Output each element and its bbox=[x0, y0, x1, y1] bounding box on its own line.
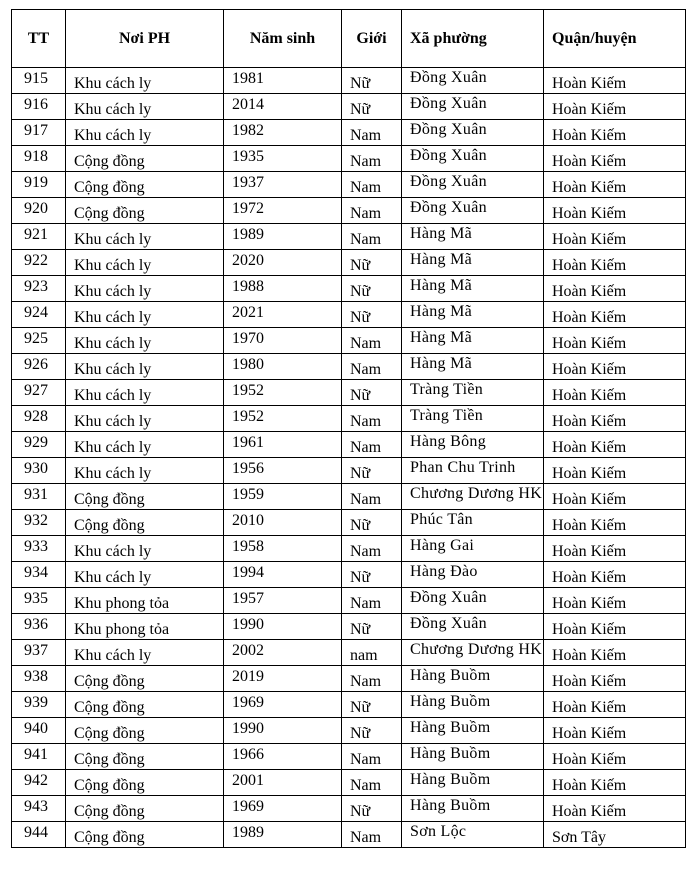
cell-tt: 940 bbox=[12, 718, 66, 744]
cell-xa-phuong: Đồng Xuân bbox=[402, 172, 544, 198]
cell-xa-phuong: Hàng Buồm bbox=[402, 718, 544, 744]
cell-nam-sinh: 2020 bbox=[224, 250, 342, 276]
cell-nam-sinh: 1956 bbox=[224, 458, 342, 484]
cell-tt: 917 bbox=[12, 120, 66, 146]
cell-xa-phuong: Tràng Tiền bbox=[402, 380, 544, 406]
cell-noi-ph: Khu cách ly bbox=[66, 432, 224, 458]
header-row bbox=[12, 10, 686, 68]
cell-nam-sinh: 1990 bbox=[224, 614, 342, 640]
cell-noi-ph: Cộng đồng bbox=[66, 718, 224, 744]
cell-quan-huyen: Hoàn Kiếm bbox=[544, 744, 686, 770]
cell-nam-sinh: 1989 bbox=[224, 822, 342, 848]
header-nam-sinh: Năm sinh bbox=[224, 10, 342, 68]
header-quan-huyen: Quận/huyện bbox=[544, 10, 686, 68]
table-row bbox=[12, 406, 686, 432]
cell-xa-phuong: Hàng Gai bbox=[402, 536, 544, 562]
cell-quan-huyen: Hoàn Kiếm bbox=[544, 146, 686, 172]
cell-xa-phuong: Hàng Buồm bbox=[402, 796, 544, 822]
cell-gioi: Nam bbox=[342, 146, 402, 172]
table-row bbox=[12, 94, 686, 120]
cell-noi-ph: Khu cách ly bbox=[66, 302, 224, 328]
cell-nam-sinh: 1980 bbox=[224, 354, 342, 380]
cell-quan-huyen: Hoàn Kiếm bbox=[544, 536, 686, 562]
table-row bbox=[12, 588, 686, 614]
cell-quan-huyen: Hoàn Kiếm bbox=[544, 354, 686, 380]
cell-xa-phuong: Sơn Lộc bbox=[402, 822, 544, 848]
cell-xa-phuong: Đồng Xuân bbox=[402, 120, 544, 146]
cell-tt: 927 bbox=[12, 380, 66, 406]
cell-quan-huyen: Hoàn Kiếm bbox=[544, 562, 686, 588]
cell-gioi: Nam bbox=[342, 484, 402, 510]
cell-noi-ph: Khu cách ly bbox=[66, 328, 224, 354]
cell-tt: 921 bbox=[12, 224, 66, 250]
cell-tt: 919 bbox=[12, 172, 66, 198]
cell-nam-sinh: 2021 bbox=[224, 302, 342, 328]
header-xa-phuong: Xã phường bbox=[402, 10, 544, 68]
cell-gioi: Nữ bbox=[342, 718, 402, 744]
cell-nam-sinh: 1935 bbox=[224, 146, 342, 172]
cell-nam-sinh: 1959 bbox=[224, 484, 342, 510]
cell-tt: 916 bbox=[12, 94, 66, 120]
cell-quan-huyen: Sơn Tây bbox=[544, 822, 686, 848]
cell-noi-ph: Khu cách ly bbox=[66, 380, 224, 406]
cell-gioi: Nữ bbox=[342, 68, 402, 94]
cell-gioi: Nam bbox=[342, 536, 402, 562]
cell-noi-ph: Khu cách ly bbox=[66, 536, 224, 562]
cell-quan-huyen: Hoàn Kiếm bbox=[544, 68, 686, 94]
cell-gioi: Nữ bbox=[342, 94, 402, 120]
cell-quan-huyen: Hoàn Kiếm bbox=[544, 692, 686, 718]
cell-quan-huyen: Hoàn Kiếm bbox=[544, 796, 686, 822]
cell-tt: 937 bbox=[12, 640, 66, 666]
cell-xa-phuong: Hàng Buồm bbox=[402, 770, 544, 796]
table-row bbox=[12, 666, 686, 692]
cell-quan-huyen: Hoàn Kiếm bbox=[544, 250, 686, 276]
cell-tt: 928 bbox=[12, 406, 66, 432]
table-row bbox=[12, 822, 686, 848]
cell-noi-ph: Khu cách ly bbox=[66, 94, 224, 120]
cell-noi-ph: Cộng đồng bbox=[66, 796, 224, 822]
cell-tt: 932 bbox=[12, 510, 66, 536]
cell-noi-ph: Khu cách ly bbox=[66, 250, 224, 276]
cell-noi-ph: Cộng đồng bbox=[66, 146, 224, 172]
cell-noi-ph: Khu cách ly bbox=[66, 120, 224, 146]
cell-nam-sinh: 1972 bbox=[224, 198, 342, 224]
cell-noi-ph: Cộng đồng bbox=[66, 172, 224, 198]
cell-gioi: Nam bbox=[342, 354, 402, 380]
cell-xa-phuong: Hàng Mã bbox=[402, 302, 544, 328]
cell-tt: 920 bbox=[12, 198, 66, 224]
table-row bbox=[12, 380, 686, 406]
cell-tt: 925 bbox=[12, 328, 66, 354]
cell-noi-ph: Khu phong tỏa bbox=[66, 588, 224, 614]
cell-quan-huyen: Hoàn Kiếm bbox=[544, 432, 686, 458]
cell-xa-phuong: Đồng Xuân bbox=[402, 146, 544, 172]
cell-quan-huyen: Hoàn Kiếm bbox=[544, 666, 686, 692]
table-row bbox=[12, 562, 686, 588]
cell-nam-sinh: 1994 bbox=[224, 562, 342, 588]
cell-tt: 944 bbox=[12, 822, 66, 848]
cell-gioi: Nữ bbox=[342, 510, 402, 536]
cell-nam-sinh: 1990 bbox=[224, 718, 342, 744]
cell-xa-phuong: Chương Dương HK bbox=[402, 640, 544, 666]
table-row bbox=[12, 744, 686, 770]
cell-quan-huyen: Hoàn Kiếm bbox=[544, 328, 686, 354]
cell-nam-sinh: 1969 bbox=[224, 796, 342, 822]
cell-nam-sinh: 2014 bbox=[224, 94, 342, 120]
table-row bbox=[12, 614, 686, 640]
cell-nam-sinh: 1958 bbox=[224, 536, 342, 562]
table-row bbox=[12, 250, 686, 276]
cell-xa-phuong: Phúc Tân bbox=[402, 510, 544, 536]
cell-quan-huyen: Hoàn Kiếm bbox=[544, 458, 686, 484]
table-row bbox=[12, 796, 686, 822]
cell-xa-phuong: Hàng Buồm bbox=[402, 692, 544, 718]
cell-noi-ph: Cộng đồng bbox=[66, 510, 224, 536]
table-row bbox=[12, 484, 686, 510]
table-row bbox=[12, 354, 686, 380]
cell-nam-sinh: 1982 bbox=[224, 120, 342, 146]
cell-xa-phuong: Đồng Xuân bbox=[402, 94, 544, 120]
cell-gioi: Nữ bbox=[342, 380, 402, 406]
cell-gioi: Nam bbox=[342, 406, 402, 432]
cell-nam-sinh: 2002 bbox=[224, 640, 342, 666]
cell-tt: 934 bbox=[12, 562, 66, 588]
table-row bbox=[12, 302, 686, 328]
cell-tt: 926 bbox=[12, 354, 66, 380]
header-tt: TT bbox=[12, 10, 66, 68]
cell-tt: 931 bbox=[12, 484, 66, 510]
cell-nam-sinh: 1952 bbox=[224, 380, 342, 406]
cell-gioi: Nam bbox=[342, 328, 402, 354]
cell-quan-huyen: Hoàn Kiếm bbox=[544, 406, 686, 432]
cell-gioi: Nữ bbox=[342, 562, 402, 588]
cell-tt: 929 bbox=[12, 432, 66, 458]
cell-tt: 935 bbox=[12, 588, 66, 614]
table-row bbox=[12, 120, 686, 146]
cell-tt: 938 bbox=[12, 666, 66, 692]
cell-nam-sinh: 1957 bbox=[224, 588, 342, 614]
cell-noi-ph: Khu cách ly bbox=[66, 640, 224, 666]
cell-tt: 923 bbox=[12, 276, 66, 302]
cell-noi-ph: Cộng đồng bbox=[66, 198, 224, 224]
table-row bbox=[12, 432, 686, 458]
cell-xa-phuong: Hàng Buồm bbox=[402, 744, 544, 770]
table-row bbox=[12, 536, 686, 562]
cell-gioi: Nữ bbox=[342, 458, 402, 484]
table-row bbox=[12, 172, 686, 198]
cell-tt: 933 bbox=[12, 536, 66, 562]
cell-xa-phuong: Hàng Đào bbox=[402, 562, 544, 588]
cell-quan-huyen: Hoàn Kiếm bbox=[544, 380, 686, 406]
cell-quan-huyen: Hoàn Kiếm bbox=[544, 614, 686, 640]
cell-quan-huyen: Hoàn Kiếm bbox=[544, 770, 686, 796]
cell-noi-ph: Cộng đồng bbox=[66, 744, 224, 770]
cell-nam-sinh: 1966 bbox=[224, 744, 342, 770]
case-table bbox=[11, 9, 686, 848]
cell-noi-ph: Khu cách ly bbox=[66, 276, 224, 302]
cell-quan-huyen: Hoàn Kiếm bbox=[544, 484, 686, 510]
cell-gioi: Nữ bbox=[342, 614, 402, 640]
cell-gioi: Nữ bbox=[342, 276, 402, 302]
cell-quan-huyen: Hoàn Kiếm bbox=[544, 224, 686, 250]
cell-xa-phuong: Hàng Mã bbox=[402, 328, 544, 354]
table-row bbox=[12, 328, 686, 354]
table-row bbox=[12, 718, 686, 744]
cell-gioi: Nam bbox=[342, 770, 402, 796]
cell-gioi: Nam bbox=[342, 432, 402, 458]
cell-noi-ph: Khu cách ly bbox=[66, 458, 224, 484]
cell-noi-ph: Khu cách ly bbox=[66, 224, 224, 250]
cell-nam-sinh: 1961 bbox=[224, 432, 342, 458]
cell-tt: 942 bbox=[12, 770, 66, 796]
table-row bbox=[12, 692, 686, 718]
cell-noi-ph: Cộng đồng bbox=[66, 822, 224, 848]
cell-gioi: Nữ bbox=[342, 250, 402, 276]
cell-xa-phuong: Hàng Buồm bbox=[402, 666, 544, 692]
cell-noi-ph: Khu phong tỏa bbox=[66, 614, 224, 640]
cell-noi-ph: Khu cách ly bbox=[66, 562, 224, 588]
cell-xa-phuong: Phan Chu Trinh bbox=[402, 458, 544, 484]
table-row bbox=[12, 458, 686, 484]
table-row bbox=[12, 224, 686, 250]
cell-quan-huyen: Hoàn Kiếm bbox=[544, 302, 686, 328]
cell-gioi: Nam bbox=[342, 224, 402, 250]
cell-noi-ph: Cộng đồng bbox=[66, 484, 224, 510]
cell-xa-phuong: Đồng Xuân bbox=[402, 198, 544, 224]
cell-nam-sinh: 1969 bbox=[224, 692, 342, 718]
cell-noi-ph: Khu cách ly bbox=[66, 406, 224, 432]
cell-xa-phuong: Đồng Xuân bbox=[402, 68, 544, 94]
cell-tt: 922 bbox=[12, 250, 66, 276]
cell-tt: 918 bbox=[12, 146, 66, 172]
header-gioi: Giới bbox=[342, 10, 402, 68]
cell-tt: 936 bbox=[12, 614, 66, 640]
table-row bbox=[12, 510, 686, 536]
cell-tt: 915 bbox=[12, 68, 66, 94]
cell-gioi: Nam bbox=[342, 666, 402, 692]
cell-xa-phuong: Đồng Xuân bbox=[402, 614, 544, 640]
cell-quan-huyen: Hoàn Kiếm bbox=[544, 510, 686, 536]
cell-noi-ph: Cộng đồng bbox=[66, 692, 224, 718]
cell-gioi: Nam bbox=[342, 588, 402, 614]
cell-xa-phuong: Hàng Bông bbox=[402, 432, 544, 458]
cell-nam-sinh: 1981 bbox=[224, 68, 342, 94]
cell-tt: 943 bbox=[12, 796, 66, 822]
cell-xa-phuong: Tràng Tiền bbox=[402, 406, 544, 432]
cell-quan-huyen: Hoàn Kiếm bbox=[544, 640, 686, 666]
cell-nam-sinh: 1937 bbox=[224, 172, 342, 198]
cell-tt: 939 bbox=[12, 692, 66, 718]
cell-xa-phuong: Đồng Xuân bbox=[402, 588, 544, 614]
cell-xa-phuong: Hàng Mã bbox=[402, 224, 544, 250]
table-row bbox=[12, 276, 686, 302]
cell-gioi: Nam bbox=[342, 744, 402, 770]
cell-xa-phuong: Hàng Mã bbox=[402, 276, 544, 302]
cell-nam-sinh: 1970 bbox=[224, 328, 342, 354]
cell-nam-sinh: 1952 bbox=[224, 406, 342, 432]
table-header bbox=[12, 10, 686, 68]
table-body bbox=[12, 68, 686, 848]
cell-noi-ph: Khu cách ly bbox=[66, 68, 224, 94]
cell-quan-huyen: Hoàn Kiếm bbox=[544, 276, 686, 302]
cell-tt: 941 bbox=[12, 744, 66, 770]
table-row bbox=[12, 198, 686, 224]
table-row bbox=[12, 146, 686, 172]
cell-noi-ph: Khu cách ly bbox=[66, 354, 224, 380]
cell-gioi: Nam bbox=[342, 198, 402, 224]
cell-quan-huyen: Hoàn Kiếm bbox=[544, 718, 686, 744]
cell-gioi: Nữ bbox=[342, 796, 402, 822]
cell-nam-sinh: 1988 bbox=[224, 276, 342, 302]
cell-quan-huyen: Hoàn Kiếm bbox=[544, 94, 686, 120]
cell-nam-sinh: 2001 bbox=[224, 770, 342, 796]
cell-quan-huyen: Hoàn Kiếm bbox=[544, 120, 686, 146]
cell-gioi: nam bbox=[342, 640, 402, 666]
cell-gioi: Nữ bbox=[342, 692, 402, 718]
cell-gioi: Nam bbox=[342, 172, 402, 198]
header-noi-ph: Nơi PH bbox=[66, 10, 224, 68]
table-row bbox=[12, 640, 686, 666]
cell-quan-huyen: Hoàn Kiếm bbox=[544, 198, 686, 224]
cell-gioi: Nam bbox=[342, 822, 402, 848]
cell-nam-sinh: 2019 bbox=[224, 666, 342, 692]
cell-quan-huyen: Hoàn Kiếm bbox=[544, 588, 686, 614]
cell-tt: 924 bbox=[12, 302, 66, 328]
cell-xa-phuong: Chương Dương HK bbox=[402, 484, 544, 510]
cell-tt: 930 bbox=[12, 458, 66, 484]
table-row bbox=[12, 770, 686, 796]
cell-nam-sinh: 2010 bbox=[224, 510, 342, 536]
table-row bbox=[12, 68, 686, 94]
cell-quan-huyen: Hoàn Kiếm bbox=[544, 172, 686, 198]
cell-gioi: Nữ bbox=[342, 302, 402, 328]
cell-nam-sinh: 1989 bbox=[224, 224, 342, 250]
cell-noi-ph: Cộng đồng bbox=[66, 770, 224, 796]
cell-xa-phuong: Hàng Mã bbox=[402, 250, 544, 276]
cell-noi-ph: Cộng đồng bbox=[66, 666, 224, 692]
cell-gioi: Nam bbox=[342, 120, 402, 146]
cell-xa-phuong: Hàng Mã bbox=[402, 354, 544, 380]
